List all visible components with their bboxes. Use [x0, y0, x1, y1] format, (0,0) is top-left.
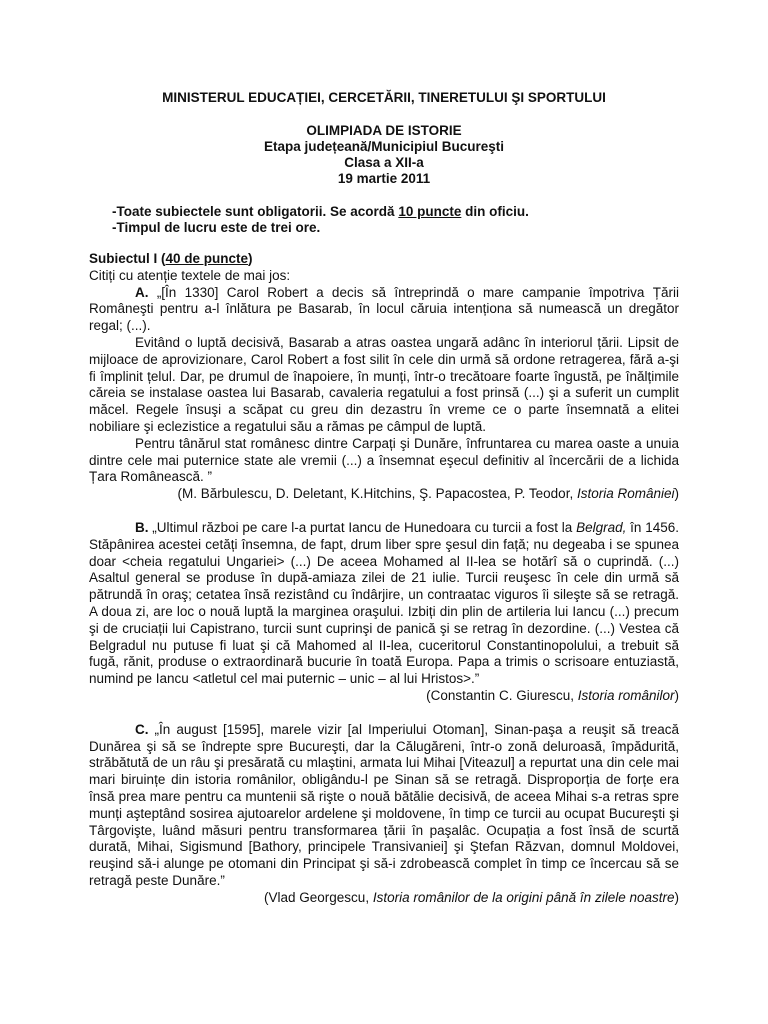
text-b-book: Istoria românilor	[577, 687, 675, 703]
text-a-book: Istoria României	[576, 486, 675, 502]
subject-title: Subiectul I (40 de puncte)	[89, 251, 253, 266]
stage-subtitle: Etapa județeană/Municipiul Bucureşti	[263, 139, 505, 154]
text-a-paragraph-2: Evitând o luptă decisivă, Basarab a atras oastea ungară adânc în interiorul țării. Lipsit de mijloace de aprovizionare, Carol Robert a fost silit în cele din urmă să ordone retragerea, fără a-şi fi împlinit țelul. Dar, pe drumul de înapoiere, în munți, într-o trecătoare foarte îngustă, pe înălțimile căreia se instalase oastea lui Basarab, cavaleria regatului a fost prinsă (...) şi a suferit un cumplit măcel. Regele însuşi a scăpat cu greu din dezastru în vreme ce o parte însemnată a elitei nobiliare şi eclezistice a regatului său a rămas pe câmpul de luptă.	[89, 334, 679, 434]
instruction-line-1	[112, 204, 529, 220]
text-c-paragraph: C. „În august [1595], marele vizir [al Imperiului Otoman], Sinan-paşa a reuşit să treacă Dunărea şi să se îndrepte spre Bucureşti, dar la Călugăreni, într-o zonă deluroasă, împădurită, străbătută de un râu şi presărată cu mlaştini, armata lui Mihai [Viteazul] a repurtat una din cele mai mari biruințe din istoria românilor, obligându-l pe Sinan să se retragă. Disproporția de forțe era însă prea mare pentru ca muntenii să rişte o nouă bătălie decisivă, de aceea Mihai s-a retras spre munți aşteptând sosirea ajutoarelor ardelene şi moldovene, în timp ce turcii au ocupat Bucureşti şi Târgovişte, luând măsuri pentru transformarea țării în paşalâc. Ocupația a fost însă de scurtă durată, Mihai, Sigismund [Bathory, principele Transivaniei] şi Ştefan Răzvan, domnul Moldovei, reuşind să-i alunge pe otomani din Principat şi să-i zdrobească complet în timp ce încercau să se retragă peste Dunăre.”	[89, 721, 679, 888]
ministry-heading: MINISTERUL EDUCAȚIEI, CERCETĂRII, TINERETULUI ŞI SPORTULUI	[162, 90, 606, 105]
text-a-citation: (M. Bărbulescu, D. Deletant, K.Hitchins, Ş. Papacostea, P. Teodor, Istoria României)	[177, 486, 679, 502]
text-a-paragraph-1: A. „[În 1330] Carol Robert a decis să întreprindă o mare campanie împotriva Țării Româneşti pentru a-l înlătura pe Basarab, în locul căruia intenționa să numească un dregător regal; (...).	[89, 284, 679, 334]
text-c-book: Istoria românilor de la origini până în zilele noastre	[372, 889, 675, 905]
subject-intro: Citiți cu atenție textele de mai jos:	[89, 267, 291, 283]
subject-section	[89, 251, 679, 906]
class-subtitle: Clasa a XII-a	[344, 155, 424, 170]
text-a-paragraph-3: Pentru tânărul stat românesc dintre Carpați şi Dunăre, înfruntarea cu marea oaste a unuia dintre cele mai puternice state ale vremii (...) a însemnat eşecul definitiv al încercării de a lichida Țara Românească. ”	[89, 435, 679, 485]
olympiad-title: OLIMPIADA DE ISTORIE	[306, 123, 462, 138]
exam-date: 19 martie 2011	[337, 171, 431, 186]
instruction-text-a: -Toate subiectele sunt obligatorii. Se acordă	[112, 204, 399, 219]
text-b-paragraph: B. „Ultimul război pe care l-a purtat Iancu de Hunedoara cu turcii a fost la Belgrad, în 1456. Stăpânirea acestei cetăți însemna, de fapt, drum liber spre şesul din față; nu degeaba i se spunea doar <cheia regatului Ungariei> (...) De aceea Mohamed al II-lea se hotărî să o cuprindă. (...) Asaltul general se produse în după-amiaza zilei de 21 iulie. Turcii reuşesc în cele din urmă să pătrundă în oraş; cetatea însă rezistând cu îndârjire, un contraatac viguros îi sileşte să se retragă. A doua zi, are loc o nouă luptă la marginea oraşului. Izbiți din plin de artileria lui Iancu (...) precum şi de cruciații lui Capistrano, turcii sunt cuprinşi de panică şi se retrag în dezordine. (...) Vestea că Belgradul nu putuse fi luat şi că Mahomed al II-lea, cuceritorul Constantinopolului, a trebuit să fugă, rănit, produse o extraordinară bucurie în toată Europa. Papa a trimis o scrisoare entuziastă, numind pe Iancu <atletul cel mai puternic – unic – al lui Hristos>.”	[89, 519, 679, 687]
instruction-text-b: din oficiu.	[461, 204, 529, 219]
text-b-label: B.	[135, 519, 149, 535]
instruction-line-2: -Timpul de lucru este de trei ore.	[112, 220, 321, 235]
instruction-points: 10 puncte	[398, 204, 462, 219]
text-c-citation: (Vlad Georgescu, Istoria românilor de la origini până în zilele noastre)	[264, 889, 679, 905]
subject-points: 40 de puncte	[165, 251, 249, 266]
text-b-city: Belgrad,	[576, 519, 627, 535]
text-b-citation: (Constantin C. Giurescu, Istoria românilor)	[426, 687, 679, 703]
text-a-label: A.	[135, 284, 149, 300]
text-c-label: C.	[135, 721, 149, 737]
